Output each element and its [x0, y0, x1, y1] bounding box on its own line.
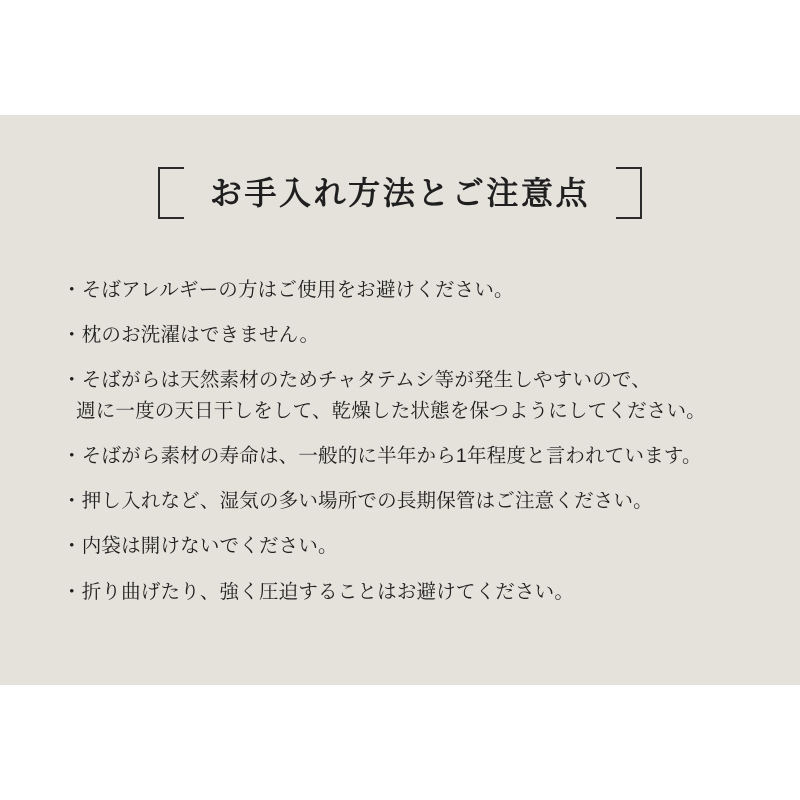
list-item: [62, 577, 752, 607]
list-item: [62, 275, 752, 305]
note-line: ・折り曲げたり、強く圧迫することはお避けてください。: [62, 580, 575, 603]
note-line: ・そばがら素材の寿命は、一般的に半年から1年程度と言われています。: [62, 444, 702, 467]
care-notes-list: [62, 275, 752, 622]
list-item: [62, 486, 752, 516]
note-line: ・押し入れなど、湿気の多い場所での長期保管はご注意ください。: [62, 490, 653, 513]
list-item: [62, 365, 752, 425]
note-line: ・内袋は開けないでください。: [62, 535, 338, 558]
title-block: [0, 167, 800, 219]
care-instructions-panel: [0, 115, 800, 685]
note-line: ・枕のお洗濯はできません。: [62, 324, 320, 347]
page-title: お手入れ方法とご注意点: [209, 175, 591, 211]
bracket-left-ornament: [158, 167, 184, 219]
note-line: ・そばがらは天然素材のためチャタテムシ等が発生しやすいので、: [62, 369, 651, 392]
bracket-right-ornament: [616, 167, 642, 219]
note-line: ・そばアレルギーの方はご使用をお避けください。: [62, 279, 514, 301]
list-item: [62, 441, 752, 471]
list-item: [62, 531, 752, 561]
list-item: [62, 320, 752, 350]
note-line: 週に一度の天日干しをして、乾燥した状態を保つようにしてください。: [76, 399, 706, 422]
